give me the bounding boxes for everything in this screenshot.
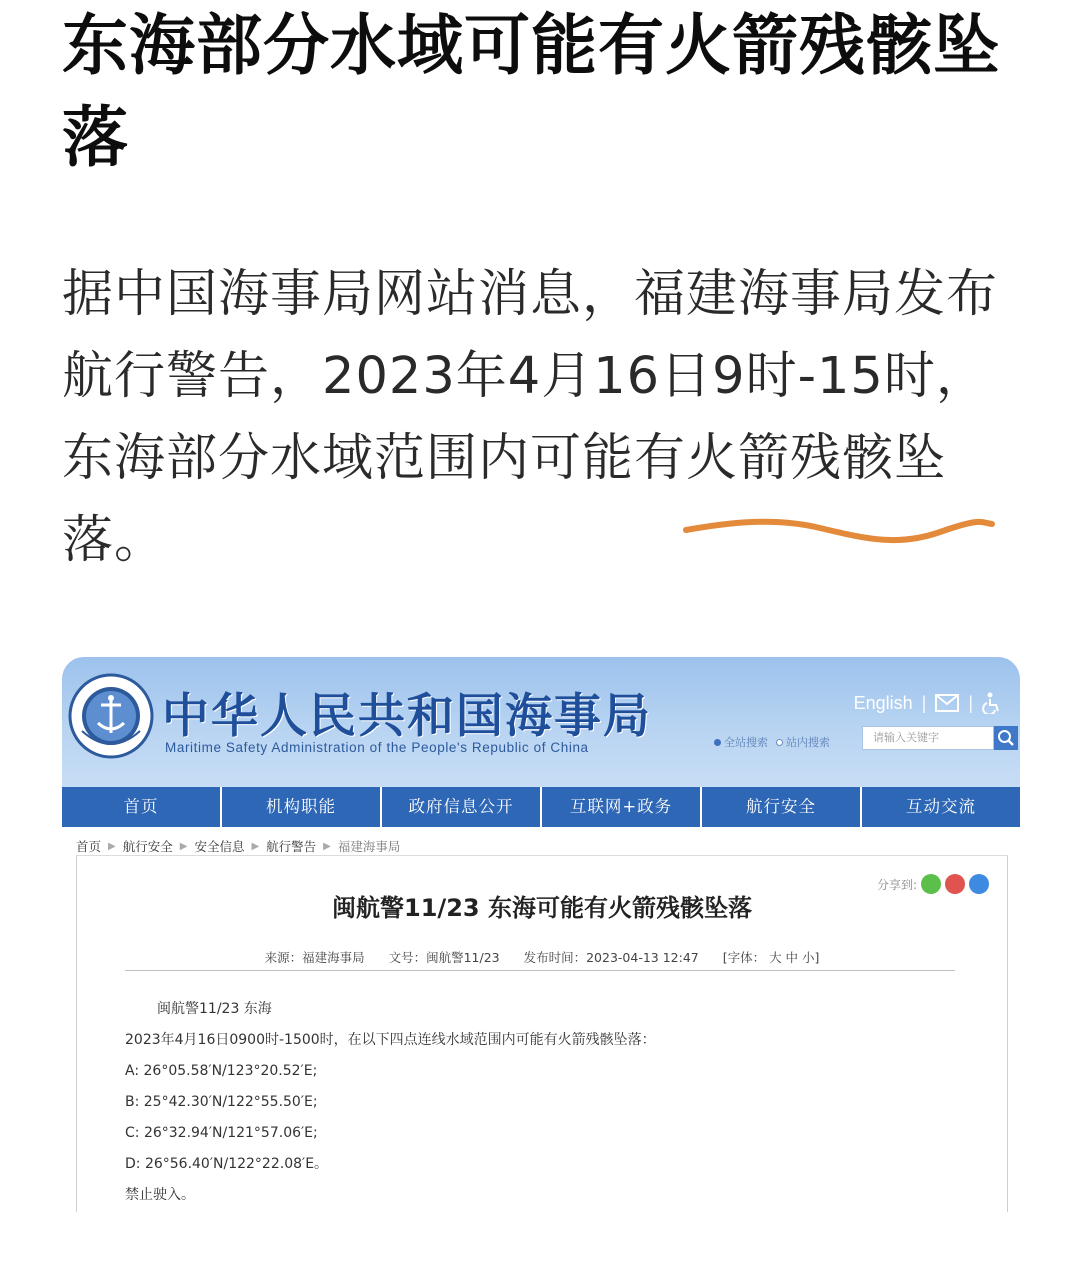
body-line: B: 25°42.30′N/122°55.50′E;: [125, 1094, 318, 1110]
breadcrumb-item[interactable]: 首页: [76, 839, 102, 854]
nav-functions[interactable]: 机构职能: [222, 787, 382, 827]
post-headline: 东海部分水域可能有火箭残骸坠落: [62, 7, 1000, 176]
site-title: 中华人民共和国海事局: [162, 689, 652, 744]
body-line: 禁止驶入。: [125, 1187, 195, 1203]
article-panel: [76, 855, 1008, 1212]
body-line: C: 26°32.94′N/121°57.06′E;: [125, 1125, 318, 1141]
article-body: [125, 994, 965, 1211]
body-line: 2023年4月16日0900时-1500时，在以下四点连线水域范围内可能有火箭残骸坠落：: [125, 1032, 656, 1048]
body-line: A: 26°05.58′N/123°20.52′E;: [125, 1063, 318, 1079]
breadcrumb-item[interactable]: 安全信息: [194, 839, 245, 854]
hand-drawn-underline: [680, 510, 1000, 550]
chevron-right-icon: ▶: [251, 840, 260, 852]
breadcrumb-item[interactable]: 航行安全: [122, 839, 173, 854]
font-size-control[interactable]: [字体： 大 中 小]: [722, 950, 820, 965]
share-label: 分享到:: [876, 877, 917, 892]
chevron-right-icon: ▶: [323, 840, 331, 852]
accessibility-icon[interactable]: [982, 692, 1002, 714]
breadcrumb: [76, 837, 400, 855]
search-icon: [994, 726, 1018, 750]
breadcrumb-item[interactable]: 福建海事局: [337, 839, 401, 854]
top-links: [854, 692, 1002, 714]
search-button[interactable]: [994, 726, 1018, 750]
mail-icon[interactable]: [935, 694, 959, 712]
breadcrumb-item[interactable]: 航行警告: [266, 839, 317, 854]
nav-navigation-safety[interactable]: 航行安全: [702, 787, 862, 827]
meta-source: 来源：福建海事局: [264, 950, 365, 965]
meta-published: 发布时间：2023-04-13 12:47: [523, 950, 699, 965]
main-nav: [62, 787, 1020, 827]
divider: [125, 970, 955, 971]
post-lede: 据中国海事局网站消息，福建海事局发布航行警告，2023年4月16日9时-15时，东海部分水域范围内可能有火箭残骸坠落。: [62, 265, 999, 570]
search-input[interactable]: 请输入关键字: [862, 726, 994, 750]
china-msa-emblem-icon: [68, 673, 154, 759]
radio-site-search[interactable]: 全站搜索: [714, 734, 768, 750]
separator: |: [921, 692, 927, 713]
embedded-website-screenshot: [62, 657, 1020, 1212]
site-subtitle: Maritime Safety Administration of the People's Republic of China: [165, 740, 589, 755]
separator: |: [968, 692, 973, 713]
chevron-right-icon: ▶: [179, 840, 188, 852]
article-meta: [77, 948, 1007, 966]
search-scope: [714, 734, 830, 750]
nav-interaction[interactable]: 互动交流: [906, 797, 976, 816]
nav-gov-info[interactable]: 政府信息公开: [382, 787, 542, 827]
nav-home[interactable]: 首页: [62, 787, 222, 827]
body-line: 闽航警11/23 东海: [157, 1001, 272, 1017]
english-link[interactable]: English: [853, 692, 913, 713]
body-line: D: 26°56.40′N/122°22.08′E。: [125, 1156, 329, 1172]
nav-internet-gov[interactable]: 互联网+政务: [542, 787, 702, 827]
site-header: [62, 657, 1020, 787]
article-title: 闽航警11/23 东海可能有火箭残骸坠落: [332, 894, 752, 922]
chevron-right-icon: ▶: [108, 840, 116, 852]
radio-in-site-search[interactable]: 站内搜索: [776, 734, 830, 750]
meta-doc-no: 文号：闽航警11/23: [388, 950, 500, 965]
